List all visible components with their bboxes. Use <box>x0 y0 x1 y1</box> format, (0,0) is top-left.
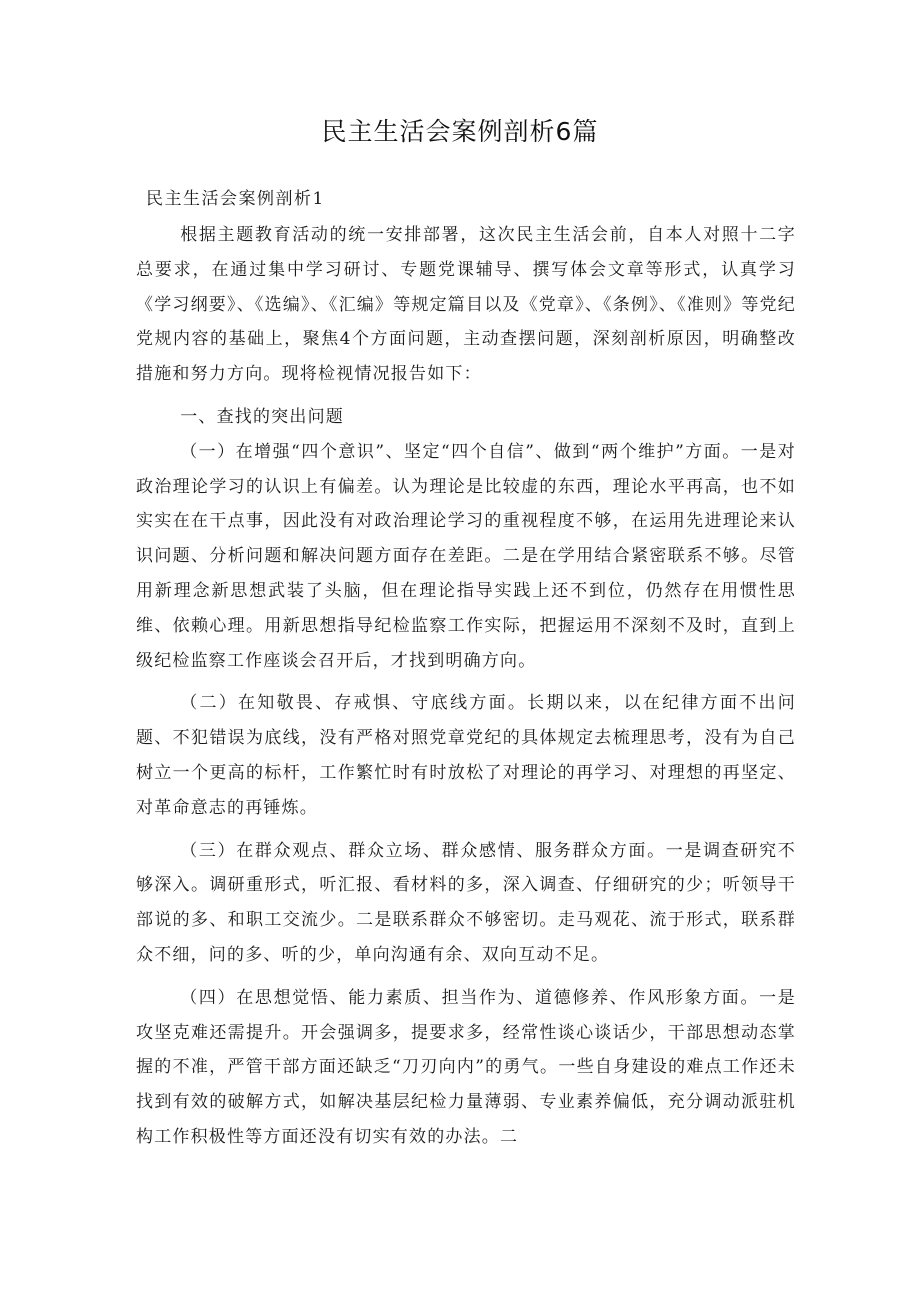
section-heading: 一、查找的突出问题 <box>180 406 344 427</box>
paragraph-item-1: （一）在增强“四个意识”、坚定“四个自信”、做到“两个维护”方面。一是对政治理论学习的认识上有偏差。认为理论是比较虚的东西，理论水平再高，也不如实实在在干点事，因此没有对政治理论学习的重视程度不够，在运用先进理论来认识问题、分析问题和解决问题方面存在差距。二是在学用结合紧密联系不够。尽管用新理念新思想武装了头脑，但在理论指导实践上还不到位，仍然存在用惯性思维、依赖心理。用新思想指导纪检监察工作实际，把握运用不深刻不及时，直到上级纪检监察工作座谈会召开后，才找到明确方向。 <box>136 441 796 671</box>
paragraph-item-4: （四）在思想觉悟、能力素质、担当作为、道德修养、作风形象方面。一是攻坚克难还需提升。开会强调多，提要求多，经常性谈心谈话少，干部思想动态掌握的不准，严管干部方面还缺乏“刀刃向内”的勇气。一些自身建设的难点工作还未找到有效的破解方式，如解决基层纪检力量薄弱、专业素养偏低，充分调动派驻机构工作积极性等方面还没有切实有效的办法。二 <box>136 987 796 1147</box>
paragraph-item-2: （二）在知敬畏、存戒惧、守底线方面。长期以来，以在纪律方面不出问题、不犯错误为底线，没有严格对照党章党纪的具体规定去梳理思考，没有为自己树立一个更高的标杆，工作繁忙时有时放松了对理论的再学习、对理想的再坚定、对革命意志的再锤炼。 <box>136 693 796 818</box>
paragraph-item-3: （三）在群众观点、群众立场、群众感情、服务群众方面。一是调查研究不够深入。调研重形式，听汇报、看材料的多，深入调查、仔细研究的少；听领导干部说的多、和职工交流少。二是联系群众不够密切。走马观花、流于形式，联系群众不细，问的多、听的少，单向沟通有余、双向互动不足。 <box>136 840 796 965</box>
document-body <box>136 218 796 1155</box>
document-subtitle: 民主生活会案例剖析1 <box>146 189 325 209</box>
document-title: 民主生活会案例剖析6篇 <box>321 117 599 146</box>
paragraph-intro: 根据主题教育活动的统一安排部署，这次民主生活会前，自本人对照十二字总要求，在通过集中学习研讨、专题党课辅导、撰写体会文章等形式，认真学习《学习纲要》、《选编》、《汇编》等规定篇目以及《党章》、《条例》、《准则》等党纪党规内容的基础上，聚焦4个方面问题，主动查摆问题，深刻剖析原因，明确整改措施和努力方向。现将检视情况报告如下： <box>136 225 796 385</box>
